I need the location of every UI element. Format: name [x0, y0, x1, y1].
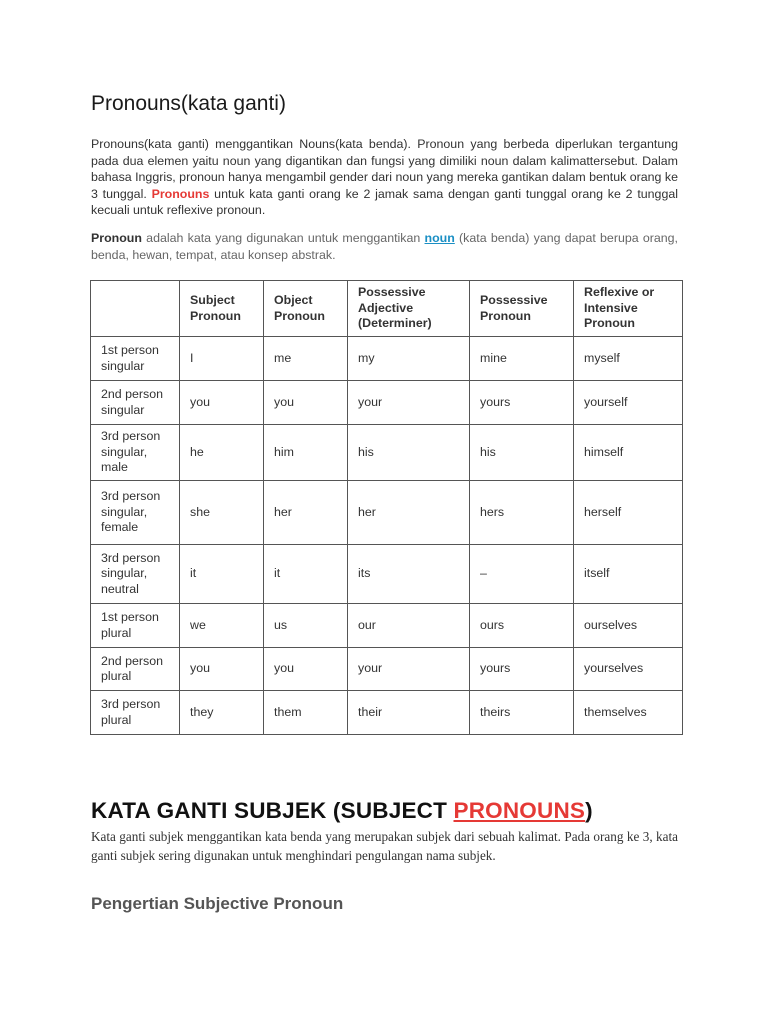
definition-text-1: adalah kata yang digunakan untuk menggantikan	[141, 231, 425, 245]
table-header-cell	[91, 281, 180, 337]
table-cell: herself	[574, 481, 683, 545]
table-header-cell: Object Pronoun	[264, 281, 348, 337]
table-cell: our	[348, 604, 470, 648]
table-row	[91, 481, 683, 545]
table-cell: itself	[574, 545, 683, 604]
table-cell: yourself	[574, 381, 683, 425]
table-cell: yourselves	[574, 648, 683, 691]
table-cell: it	[180, 545, 264, 604]
table-cell: mine	[470, 337, 574, 381]
table-cell: ourselves	[574, 604, 683, 648]
row-label: 1st person plural	[91, 604, 180, 648]
intro-text-1: Pronouns(kata ganti) menggantikan Nouns(kata benda). Pronoun yang berbeda diperlukan tergantung pada dua elemen yaitu noun yang digantikan dan fungsi yang dimiliki noun dalam kalimattersebut. Dalam bahasa Inggris, pronoun hanya mengambil gender dari noun yang mereka gantikan dalam bentuk orang ke 3 tunggal.	[91, 137, 678, 201]
table-cell: it	[264, 545, 348, 604]
row-label: 1st person singular	[91, 337, 180, 381]
table-header-cell: Subject Pronoun	[180, 281, 264, 337]
section-heading-text-2: )	[585, 798, 593, 823]
table-cell: my	[348, 337, 470, 381]
page-title: Pronouns(kata ganti)	[91, 92, 286, 115]
table-cell: I	[180, 337, 264, 381]
table-row	[91, 381, 683, 425]
intro-text-2: untuk kata ganti orang ke 2 jamak sama dengan ganti tunggal orang ke 2 tunggal kecuali untuk reflexive pronoun.	[91, 186, 678, 217]
table-cell: us	[264, 604, 348, 648]
row-label: 3rd person singular, male	[91, 425, 180, 481]
definition-text-2: (kata benda) yang dapat berupa orang, benda, hewan, tempat, atau konsep abstrak.	[91, 231, 679, 262]
table-row	[91, 425, 683, 481]
table-row	[91, 648, 683, 691]
table-cell: hers	[470, 481, 574, 545]
row-label: 3rd person singular, neutral	[91, 545, 180, 604]
table-cell: –	[470, 545, 574, 604]
table-header-cell: Possessive Pronoun	[470, 281, 574, 337]
table-cell: you	[264, 648, 348, 691]
table-cell: you	[180, 381, 264, 425]
row-label: 2nd person singular	[91, 381, 180, 425]
row-label: 3rd person plural	[91, 691, 180, 735]
table-cell: she	[180, 481, 264, 545]
table-row	[91, 604, 683, 648]
table-cell: you	[264, 381, 348, 425]
table-cell: themselves	[574, 691, 683, 735]
table-cell: they	[180, 691, 264, 735]
table-cell: his	[348, 425, 470, 481]
table-cell: he	[180, 425, 264, 481]
section-heading	[91, 798, 593, 824]
table-cell: yours	[470, 648, 574, 691]
table-cell: his	[470, 425, 574, 481]
table-cell: your	[348, 381, 470, 425]
section-heading-highlight: PRONOUNS	[453, 798, 586, 823]
table-cell: your	[348, 648, 470, 691]
table-row	[91, 337, 683, 381]
table-cell: her	[348, 481, 470, 545]
table-cell: me	[264, 337, 348, 381]
intro-paragraph	[91, 136, 678, 219]
table-cell: ours	[470, 604, 574, 648]
subheading: Pengertian Subjective Pronoun	[91, 894, 344, 913]
row-label: 2nd person plural	[91, 648, 180, 691]
table-cell: you	[180, 648, 264, 691]
table-cell: yours	[470, 381, 574, 425]
table-row	[91, 545, 683, 604]
table-cell: their	[348, 691, 470, 735]
table-cell: him	[264, 425, 348, 481]
table-header-cell: Possessive Adjective (Determiner)	[348, 281, 470, 337]
table-cell: theirs	[470, 691, 574, 735]
section-paragraph: Kata ganti subjek menggantikan kata benda yang merupakan subjek dari sebuah kalimat. Pada orang ke 3, kata ganti subjek sering digunakan untuk menghindari pengulangan nama subjek.	[91, 829, 678, 863]
noun-link[interactable]: noun	[424, 231, 455, 245]
table-header-cell: Reflexive or Intensive Pronoun	[574, 281, 683, 337]
pronoun-table	[90, 280, 683, 735]
definition-paragraph	[91, 230, 678, 263]
row-label: 3rd person singular, female	[91, 481, 180, 545]
pronouns-highlight: Pronouns	[151, 186, 210, 201]
table-cell: its	[348, 545, 470, 604]
table-cell: himself	[574, 425, 683, 481]
table-cell: her	[264, 481, 348, 545]
pronoun-bold: Pronoun	[91, 231, 142, 245]
table-cell: we	[180, 604, 264, 648]
table-header-row	[91, 281, 683, 337]
section-heading-text-1: KATA GANTI SUBJEK (SUBJECT	[91, 798, 454, 823]
table-cell: myself	[574, 337, 683, 381]
table-cell: them	[264, 691, 348, 735]
table-row	[91, 691, 683, 735]
